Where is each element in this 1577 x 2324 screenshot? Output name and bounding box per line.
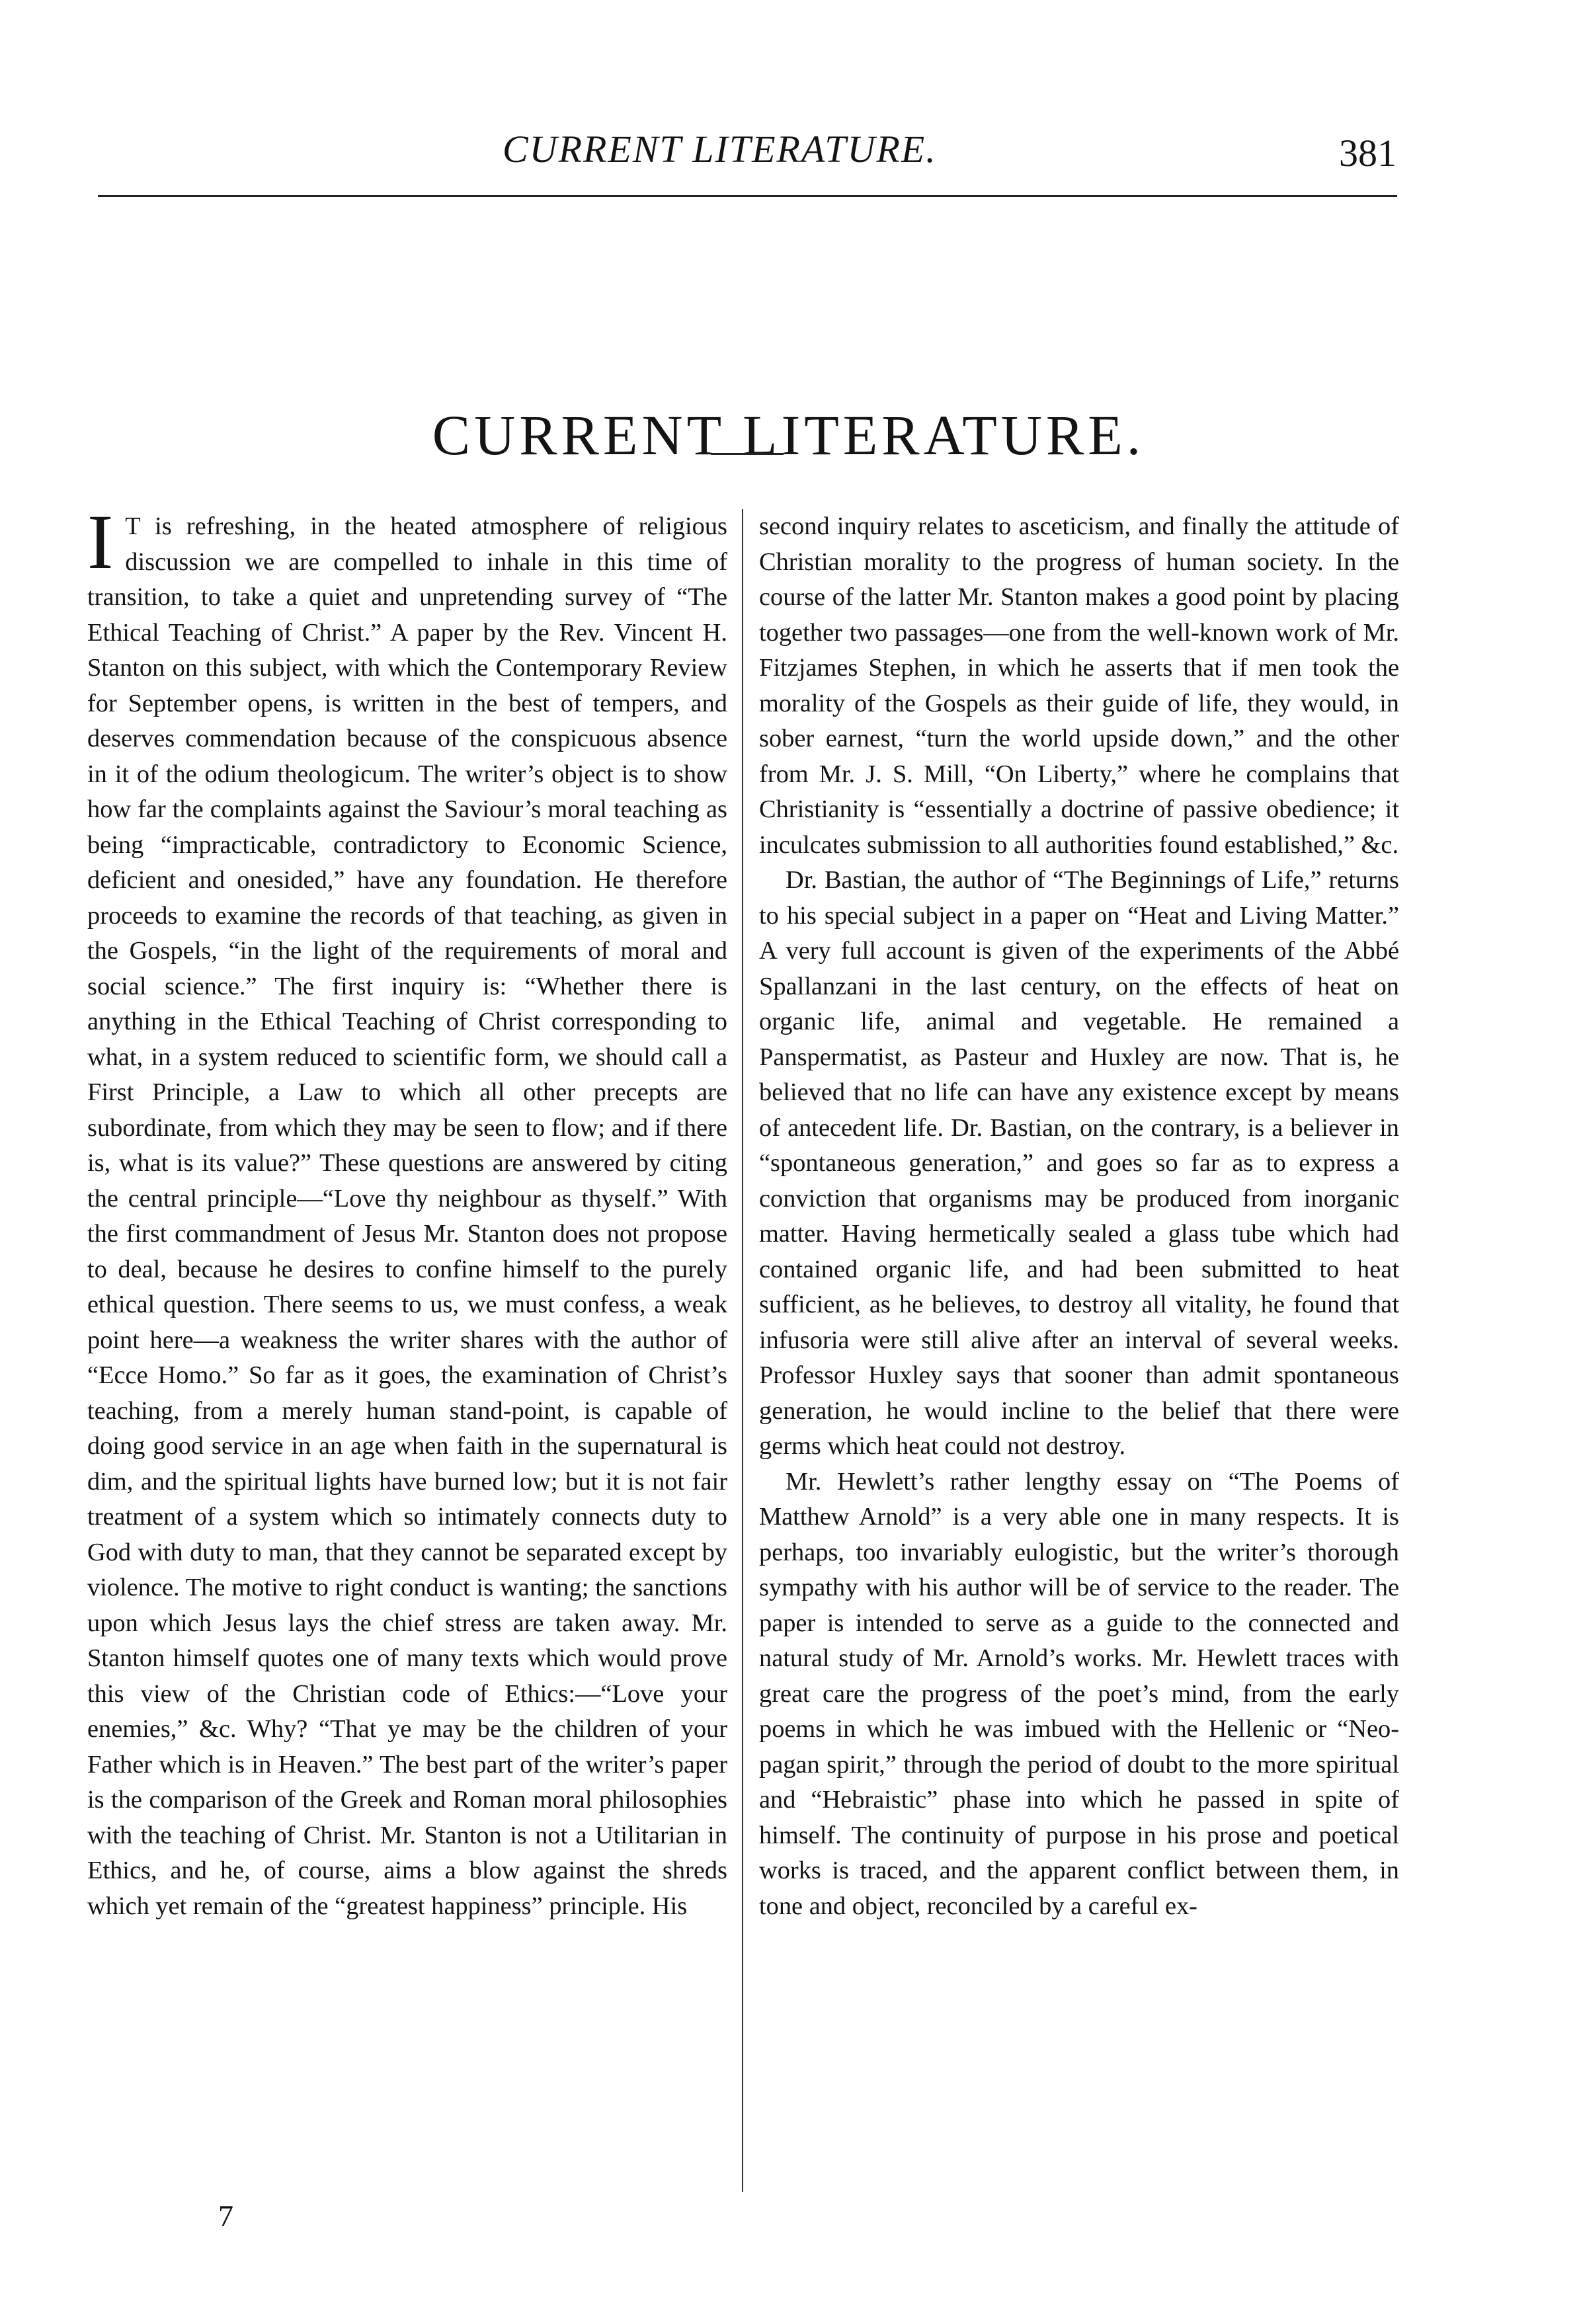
article-title: CURRENT LITERATURE. bbox=[432, 403, 1145, 467]
page-number: 381 bbox=[1339, 132, 1396, 175]
right-column-paragraph-1: second inquiry relates to asceticism, and finally the attitude of Christian morality to the progress of human society. In the course of the latter Mr. Stanton makes a good point by placing together two passages—one from the well-known work of Mr. Fitzjames Stephen, in which he asserts that if men took the morality of the Gospels as their guide of life, they would, in sober earnest, “turn the world upside down,” and the other from Mr. J. S. Mill, “On Liberty,” where he complains that Christianity is “essentially a doctrine of passive obedience; it inculcates submission to all authorities found established,” &c. bbox=[759, 512, 1399, 859]
title-rule bbox=[711, 453, 784, 455]
left-column-paragraph: IT is refreshing, in the heated atmosphere of religious discussion we are compelled to inhale in this time of transition, to take a quiet and unpretending survey of “The Ethical Teaching of Christ.” A paper by the Rev. Vincent H. Stanton on this subject, with which the Contemporary Review for September opens, is written in the best of tempers, and deserves commendation because of the conspicuous absence in it of the odium theologicum. The writer’s object is to show how far the complaints against the Saviour’s moral teaching as being “impracticable, contradictory to Economic Science, deficient and onesided,” have any foundation. He therefore proceeds to examine the records of that teaching, as given in the Gospels, “in the light of the requirements of moral and social science.” The first inquiry is: “Whether there is anything in the Ethical Teaching of Christ corresponding to what, in a system reduced to scientific form, we should call a First Principle, a Law to which all other precepts are subordinate, from which they may be seen to flow; and if there is, what is its value?” These questions are answered by citing the central principle—“Love thy neighbour as thyself.” With the first commandment of Jesus Mr. Stanton does not propose to deal, because he desires to confine himself to the purely ethical question. There seems to us, we must confess, a weak point here—a weakness the writer shares with the author of “Ecce Homo.” So far as it goes, the examination of Christ’s teaching, from a merely human stand-point, is capable of doing good service in an age when faith in the supernatural is dim, and the spiritual lights have burned low; but it is not fair treatment of a system which so intimately connects duty to God with duty to man, that they cannot be separated except by violence. The motive to right conduct is wanting; the sanctions upon which Jesus lays the chief stress are taken away. Mr. Stanton himself quotes one of many texts which would prove this view of the Christian code of Ethics:—“Love your enemies,” &c. Why? “That ye may be the children of your Father which is in Heaven.” The best part of the writer’s paper is the comparison of the Greek and Roman moral philosophies with the teaching of Christ. Mr. Stanton is not a Utilitarian in Ethics, and he, of course, aims a blow against the shreds which yet remain of the “greatest happiness” principle. His bbox=[87, 509, 727, 1920]
column-divider bbox=[742, 509, 743, 2192]
right-column-paragraph-3: Mr. Hewlett’s rather lengthy essay on “The Poems of Matthew Arnold” is a very able one in many respects. It is perhaps, too invariably eulogistic, but the writer’s thorough sympathy with his author will be of service to the reader. The paper is intended to serve as a guide to the connected and natural study of Mr. Arnold’s works. Mr. Hewlett traces with great care the progress of the poet’s mind, from the early poems in which he was imbued with the Hellenic or “Neo-pagan spirit,” through the period of doubt to the more spiritual and “Hebraistic” phase into which he passed in spite of himself. The continuity of purpose in his prose and poetical works is traced, and the apparent conflict between them, in tone and object, reconciled by a careful ex- bbox=[759, 1467, 1399, 1920]
running-head bbox=[0, 127, 1577, 186]
signature-mark: 7 bbox=[218, 2199, 233, 2233]
running-title: CURRENT LITERATURE. bbox=[503, 128, 937, 171]
left-column bbox=[87, 509, 727, 2175]
header-rule bbox=[98, 195, 1397, 197]
right-column-paragraph-2: Dr. Bastian, the author of “The Beginnings of Life,” returns to his special subject in a paper on “Heat and Living Matter.” A very full account is given of the experiments of the Abbé Spallanzani in the last century, on the effects of heat on organic life, animal and vegetable. He remained a Panspermatist, as Pasteur and Huxley are now. That is, he believed that no life can have any existence except by means of antecedent life. Dr. Bastian, on the contrary, is a believer in “spontaneous generation,” and goes so far as to express a conviction that organisms may be produced from inorganic matter. Having hermetically sealed a glass tube which had contained organic life, and had been submitted to heat sufficient, as he believes, to destroy all vitality, he found that infusoria were still alive after an interval of several weeks. Professor Huxley says that sooner than admit spontaneous generation, he would incline to the belief that there were germs which heat could not destroy. bbox=[759, 866, 1399, 1460]
right-column bbox=[759, 509, 1399, 2175]
